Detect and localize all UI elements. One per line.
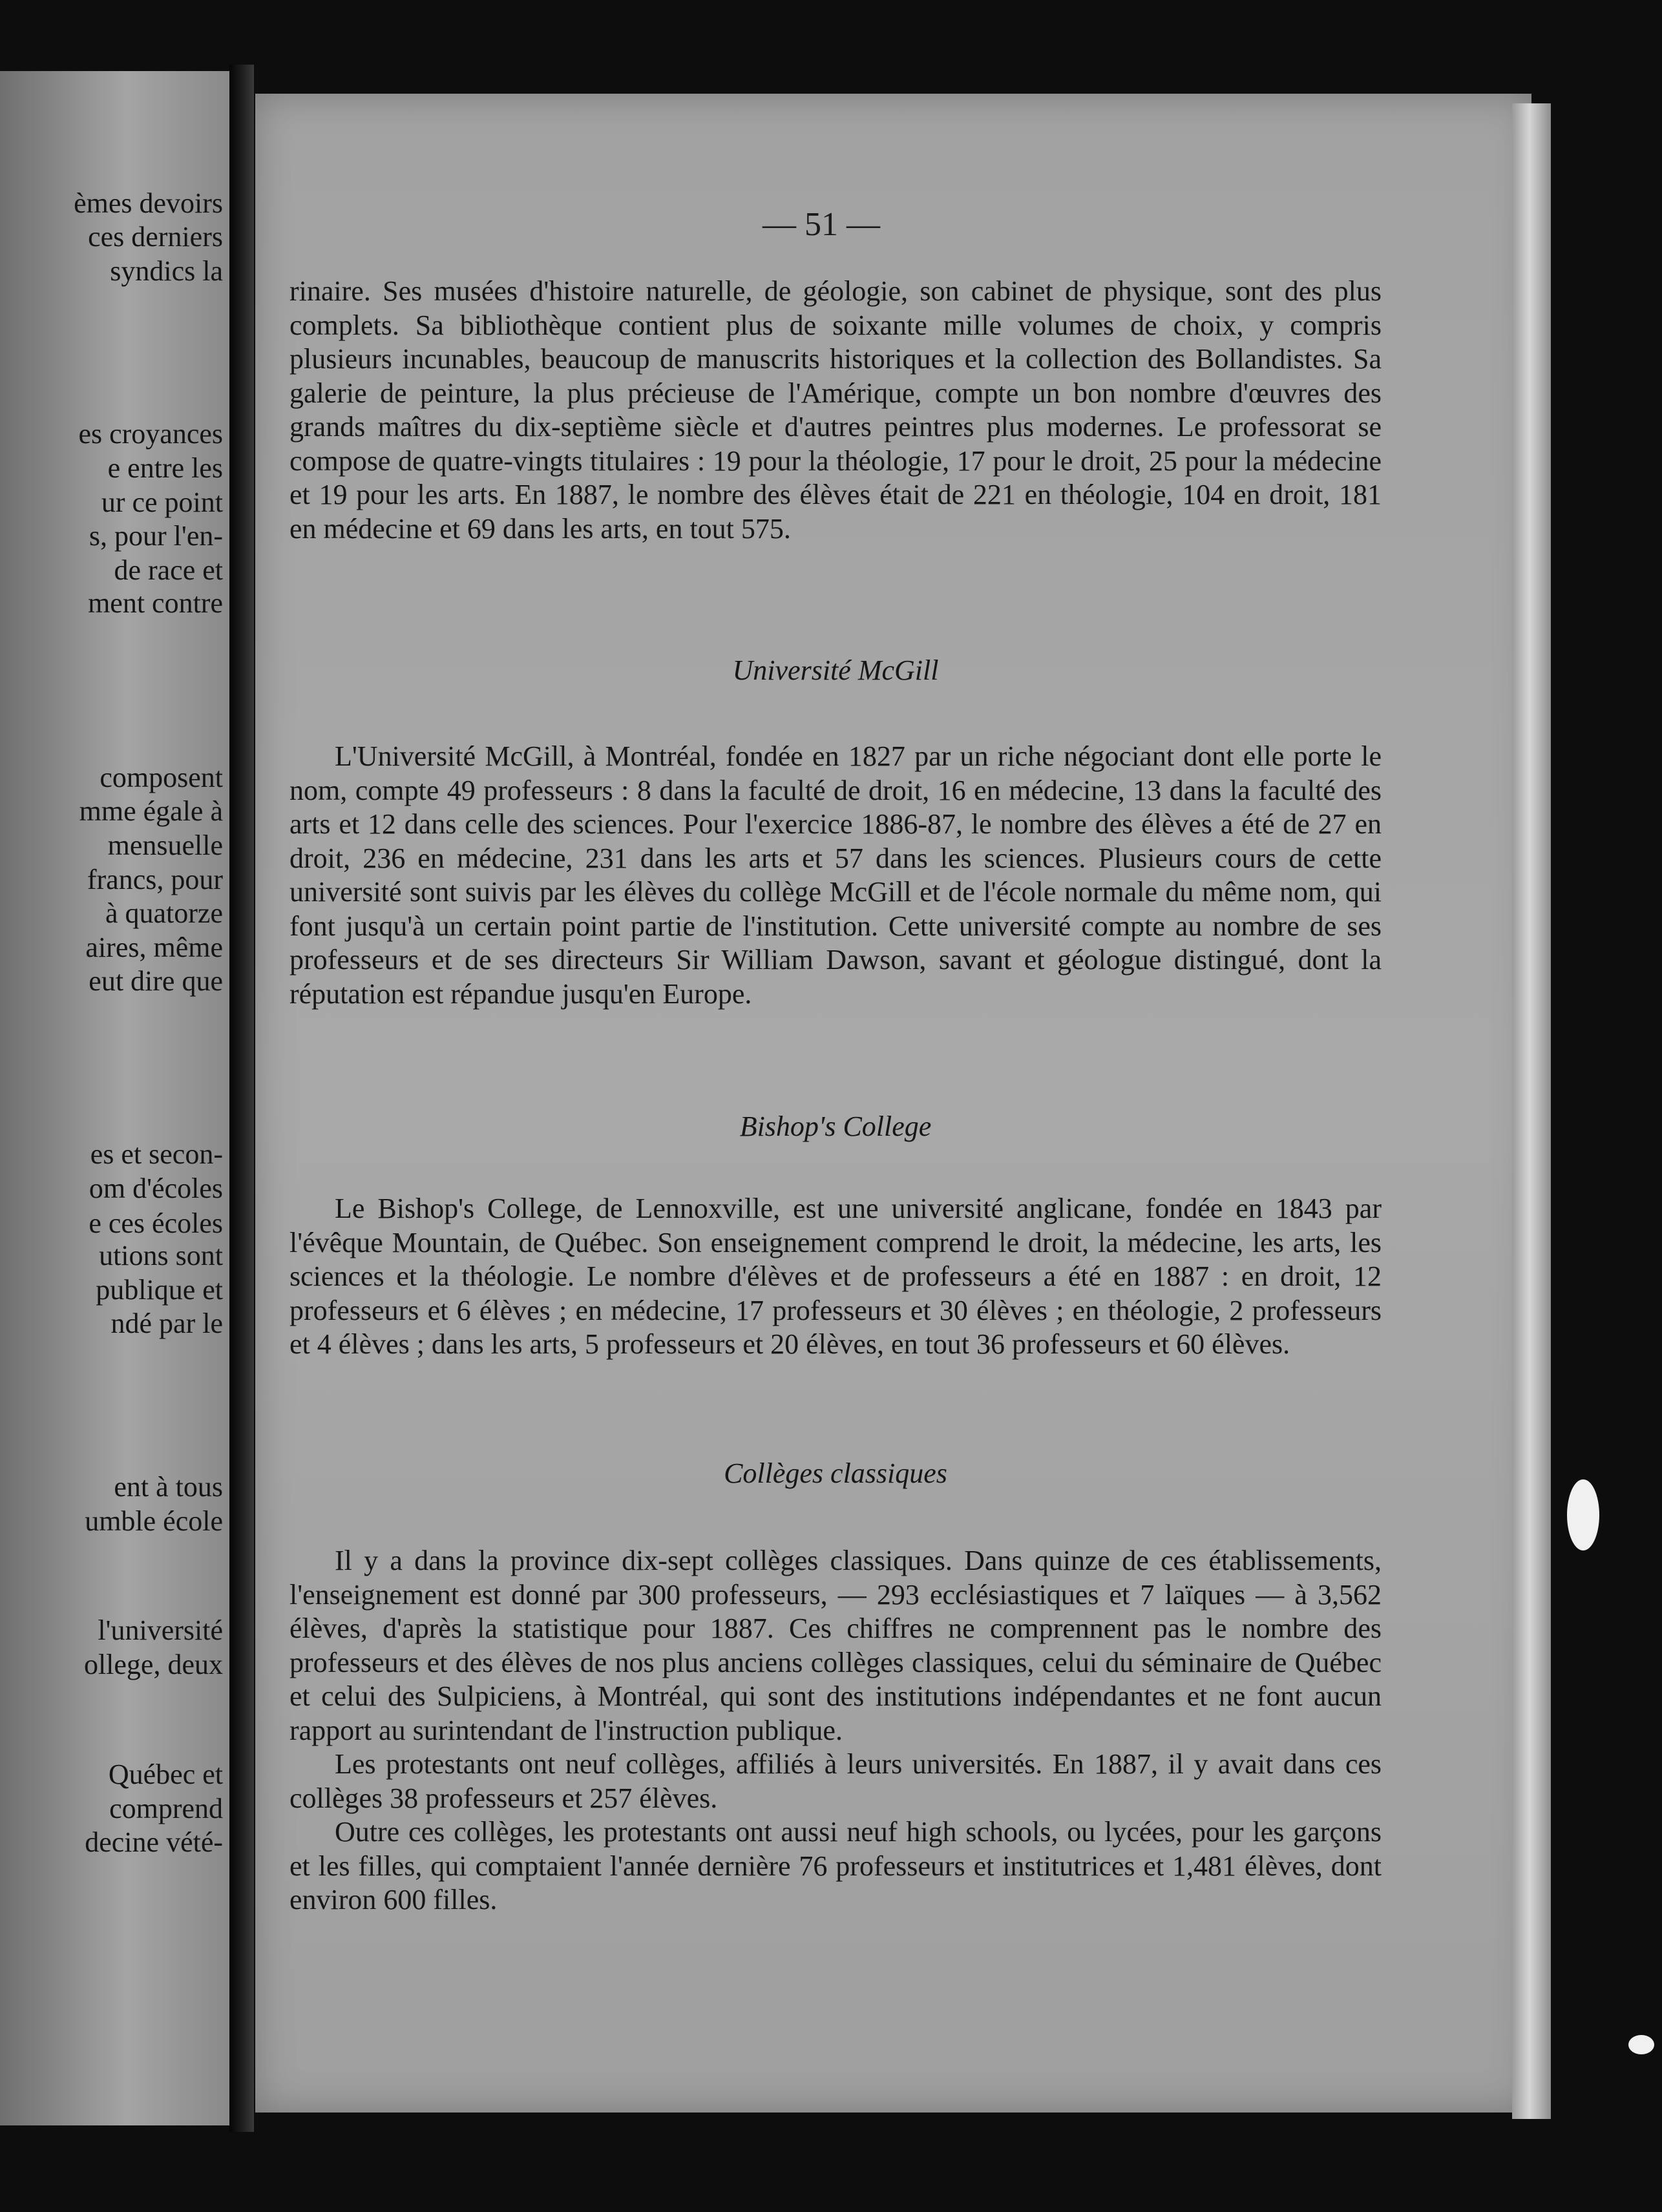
- left-page-fragment: syndics la: [110, 255, 223, 287]
- section-mcgill: [289, 654, 1382, 687]
- left-page-fragment: de race et: [114, 554, 223, 586]
- section-bishops: [289, 1110, 1382, 1143]
- book-spine: [229, 65, 254, 2132]
- scan-speck: [1567, 1479, 1599, 1550]
- left-page-fragment: composent: [100, 762, 223, 793]
- left-page-fragment: e ces écoles: [89, 1207, 223, 1239]
- left-page-fragment: umble école: [85, 1505, 223, 1537]
- left-page-fragment: decine vété-: [85, 1826, 223, 1858]
- section-paragraph: Le Bishop's College, de Lennoxville, est une université anglicane, fondée en 1843 par l'évêque Mountain, de Québec. Son enseignement comprend le droit, la médecine, les arts, les sciences et la théologie. Le nombre d'élèves et de professeurs a été en 1887 : en droit, 12 professeurs et 6 élèves ; en médecine, 17 professeurs et 30 élèves ; en théologie, 2 professeurs et 4 élèves ; dans les arts, 5 professeurs et 20 élèves, en tout 36 professeurs et 60 élèves.: [289, 1193, 1382, 1360]
- page-edge: [1512, 103, 1551, 2119]
- page-number: — 51 —: [763, 206, 880, 243]
- left-page-fragment: publique et: [96, 1274, 223, 1306]
- left-page-fragment: à quatorze: [105, 897, 223, 929]
- section-paragraph: Les protestants ont neuf collèges, affiliés à leurs universités. En 1887, il y avait dans ces collèges 38 professeurs et 257 élèves.: [289, 1748, 1382, 1814]
- section-colleges: [289, 1457, 1382, 1490]
- left-page-fragment: l'université: [98, 1614, 223, 1646]
- left-page-fragment: ces derniers: [88, 221, 223, 253]
- section-bishops-body: [289, 1192, 1382, 1362]
- section-paragraph: L'Université McGill, à Montréal, fondée en 1827 par un riche négociant dont elle porte le nom, compte 49 professeurs : 8 dans la faculté de droit, 16 en médecine, 13 dans la faculté des arts et 12 dans celle des sciences. Pour l'exercice 1886-87, le nombre des élèves a été de 27 en droit, 236 en médecine, 231 dans les arts et 57 dans les sciences. Plusieurs cours de cette université sont suivis par les élèves du collège McGill et de l'école normale du même nom, qui font jusqu'à un certain point partie de l'institution. Cette université compte au nombre de ses professeurs et de ses directeurs Sir William Dawson, savant et géologue distingué, dont la réputation est répandue jusqu'en Europe.: [289, 740, 1382, 1010]
- left-page-fragment: om d'écoles: [89, 1173, 223, 1204]
- section-colleges-body: [289, 1544, 1382, 1917]
- left-page-fragment: es et secon-: [90, 1138, 223, 1170]
- left-page-fragment: eut dire que: [89, 965, 223, 997]
- intro-block: [289, 275, 1382, 546]
- left-page-fragment: comprend: [109, 1793, 223, 1824]
- left-page-fragment: ur ce point: [101, 486, 223, 518]
- left-page-fragment: mme égale à: [79, 795, 223, 827]
- left-page: [0, 71, 229, 2125]
- left-page-fragment: utions sont: [99, 1240, 223, 1271]
- section-paragraph: Il y a dans la province dix-sept collèges classiques. Dans quinze de ces établissements, l'enseignement est donné par 300 professeurs, — 293 ecclésiastiques et 7 laïques — à 3,562 élèves, d'après la statistique pour 1887. Ces chiffres ne comprennent pas le nombre des professeurs et des élèves de nos plus anciens collèges classiques, celui du séminaire de Québec et celui des Sulpiciens, à Montréal, qui sont des institutions indépendantes et ne font aucun rapport au surintendant de l'instruction publique.: [289, 1545, 1382, 1746]
- left-page-fragment: Québec et: [108, 1758, 223, 1790]
- left-page-fragment: s, pour l'en-: [89, 520, 223, 552]
- left-page-fragment: francs, pour: [87, 864, 223, 895]
- section-heading: Université McGill: [732, 654, 939, 686]
- section-heading: Bishop's College: [739, 1111, 932, 1142]
- left-page-fragment: aires, même: [85, 932, 223, 963]
- left-page-fragment: ment contre: [88, 587, 223, 619]
- left-page-fragment: es croyances: [78, 418, 223, 450]
- section-heading: Collèges classiques: [724, 1457, 947, 1489]
- left-page-fragment: ollege, deux: [83, 1649, 223, 1680]
- section-paragraph: Outre ces collèges, les protestants ont aussi neuf high schools, ou lycées, pour les garçons et les filles, qui comptaient l'année dernière 76 professeurs et institutrices et 1,481 élèves, dont environ 600 filles.: [289, 1816, 1382, 1915]
- left-page-fragment: mensuelle: [107, 830, 223, 861]
- intro-paragraph: rinaire. Ses musées d'histoire naturelle, de géologie, son cabinet de physique, sont des plus complets. Sa bibliothèque contient plus de soixante mille volumes de choix, y compris plusieurs incunables, beaucoup de manuscrits historiques et la collection des Bollandistes. Sa galerie de peinture, la plus précieuse de l'Amérique, compte un bon nombre d'œuvres des grands maîtres du dix-septième siècle et d'autres peintres plus modernes. Le professorat se compose de quatre-vingts titulaires : 19 pour la théologie, 17 pour le droit, 25 pour la médecine et 19 pour les arts. En 1887, le nombre des élèves était de 221 en théologie, 104 en droit, 181 en médecine et 69 dans les arts, en tout 575.: [289, 275, 1382, 545]
- scan-speck: [1628, 2035, 1654, 2054]
- left-page-fragment: ndé par le: [110, 1308, 223, 1339]
- left-page-fragment: èmes devoirs: [74, 187, 223, 219]
- left-page-fragment: e entre les: [107, 452, 223, 484]
- left-page-fragment: ent à tous: [114, 1471, 223, 1503]
- section-mcgill-body: [289, 740, 1382, 1011]
